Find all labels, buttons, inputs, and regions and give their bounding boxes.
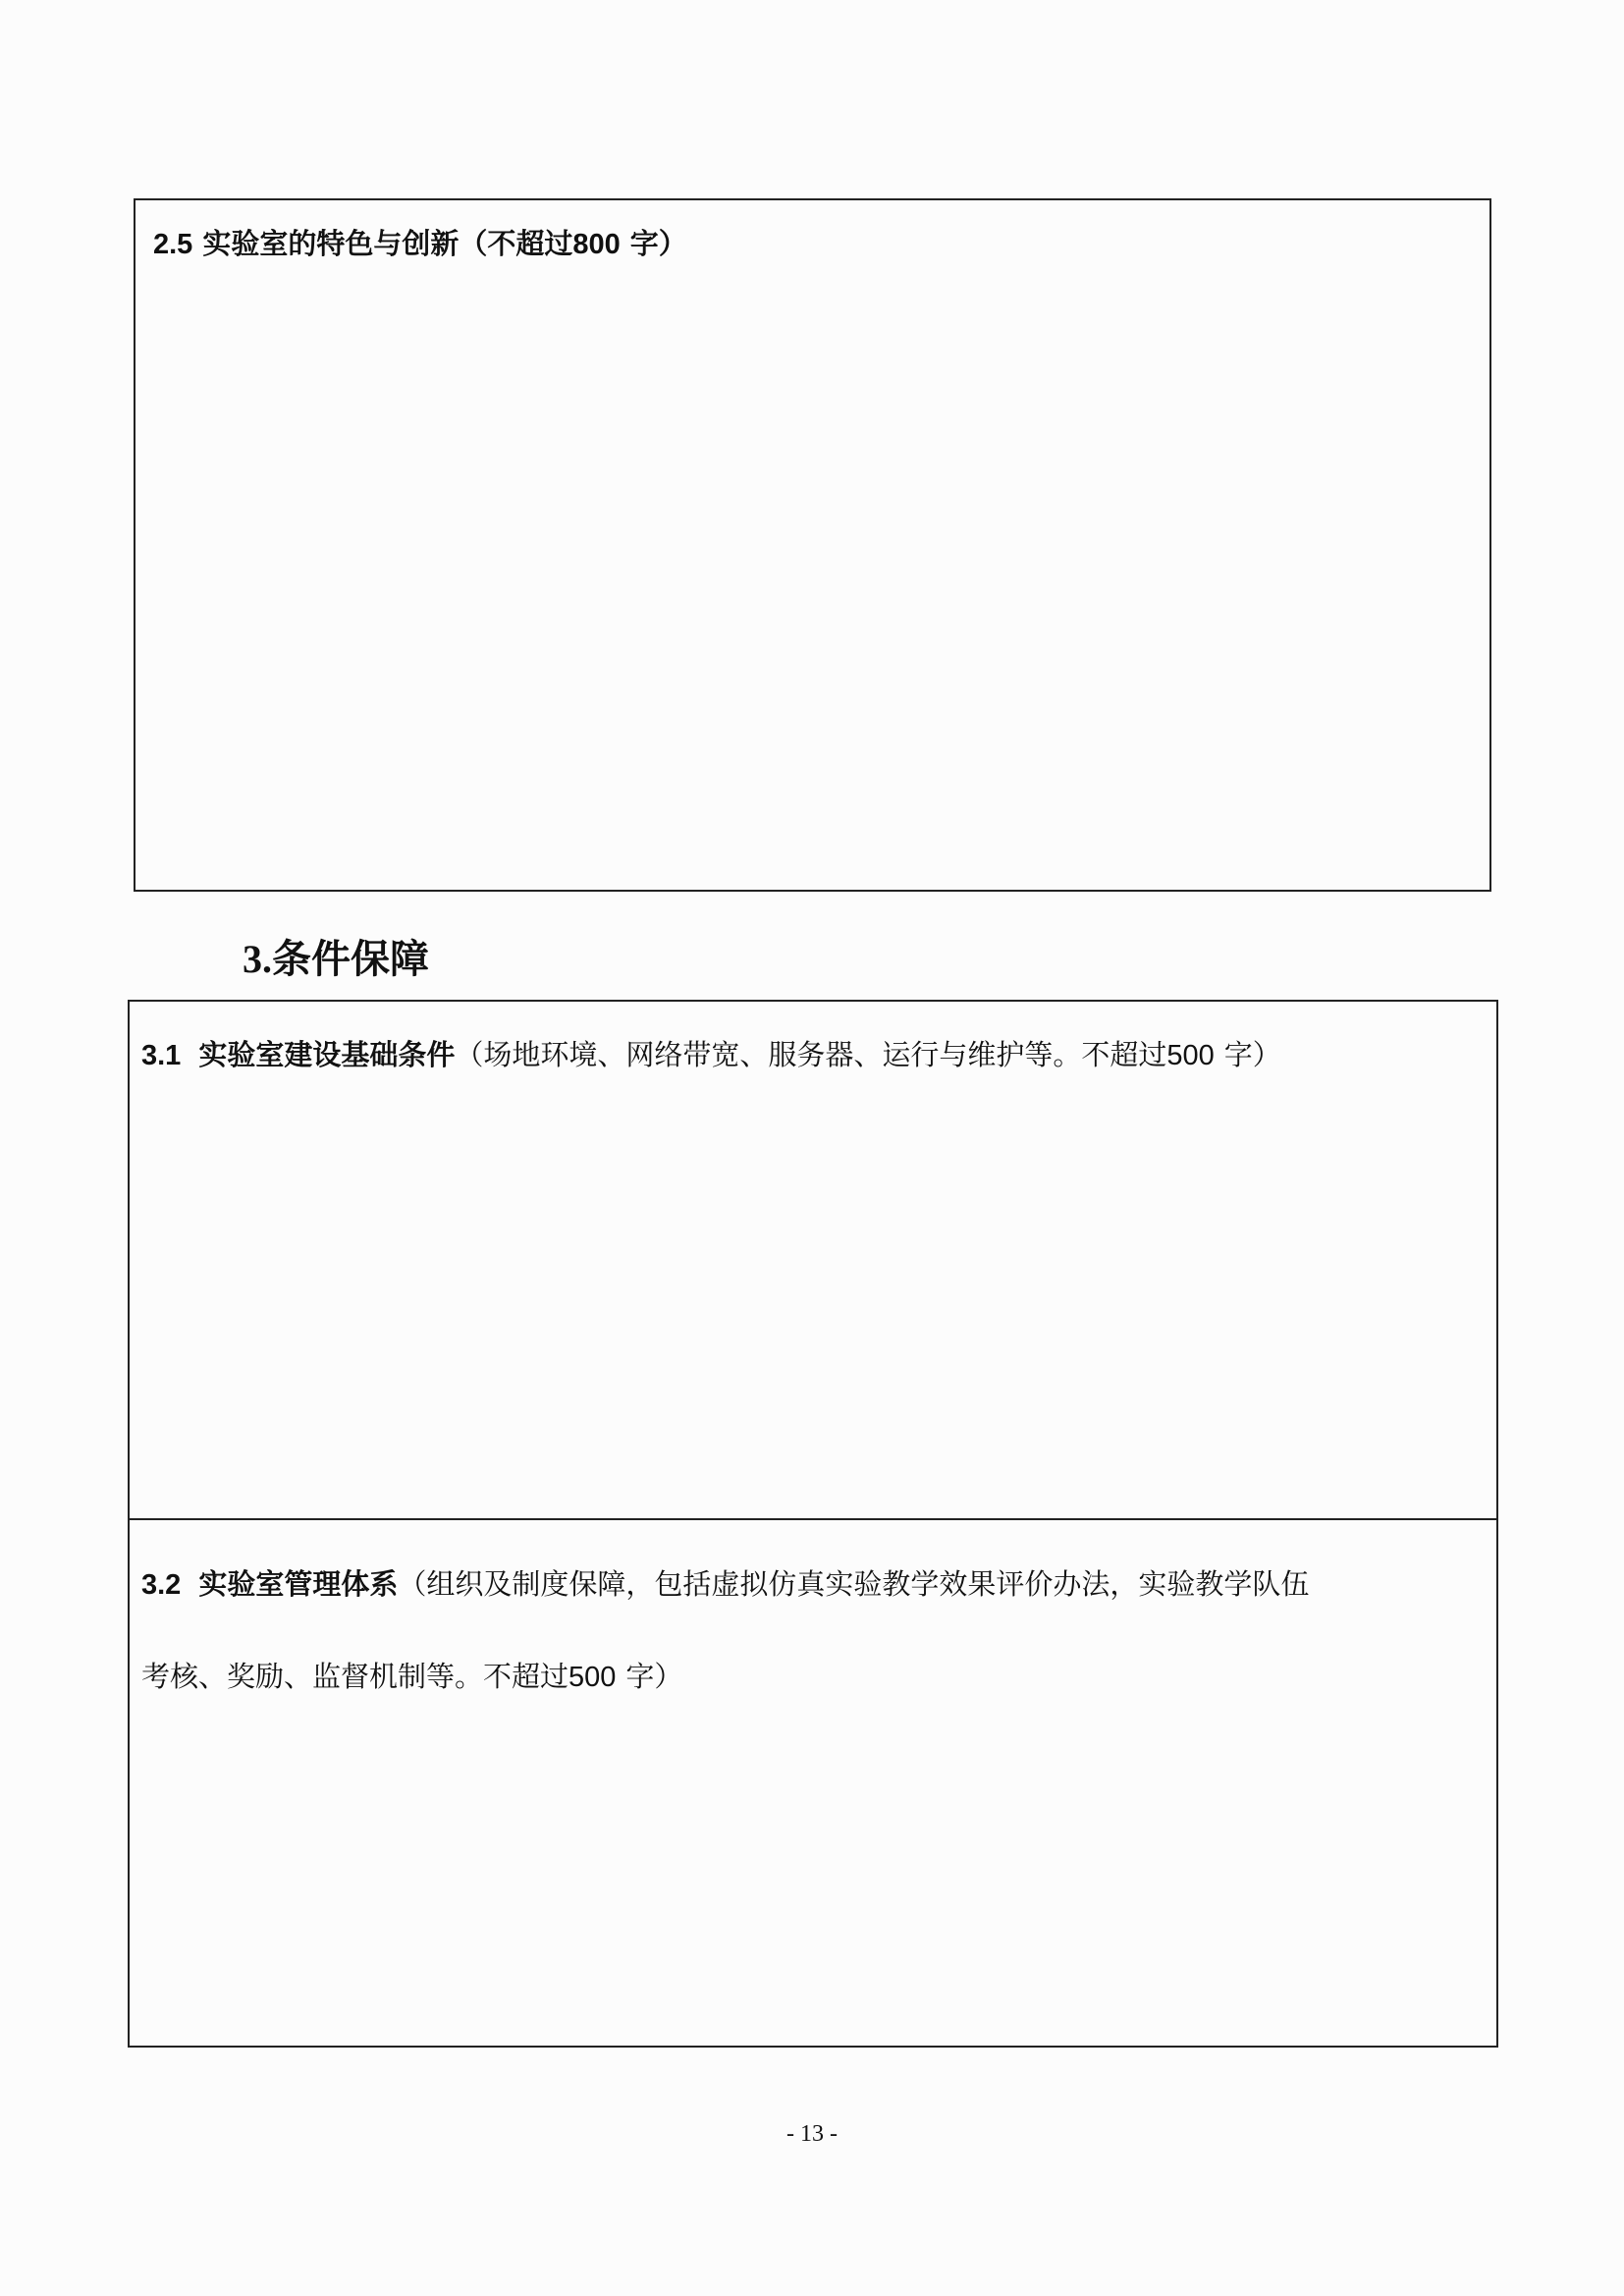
section-3-2-suffix: 字）	[625, 1660, 683, 1693]
section-3-1-suffix: 字）	[1223, 1038, 1281, 1071]
section-3-1-note: （场地环境、网络带宽、服务器、运行与维护等。不超过	[455, 1038, 1167, 1071]
section-2-5-heading	[153, 224, 687, 264]
section-3-1-number: 3.1	[141, 1040, 182, 1071]
section-2-5-title: 实验室的特色与创新（不超过	[202, 227, 573, 260]
section-3-table	[128, 1000, 1498, 2048]
section-3-2-heading-line2	[141, 1657, 682, 1697]
section-2-5-number: 2.5	[153, 229, 193, 260]
section-3-1-heading	[141, 1035, 1281, 1075]
section-3-1-limit: 500	[1166, 1040, 1215, 1071]
section-3-label: 条件保障	[272, 936, 429, 982]
section-3-2-row	[130, 1520, 1496, 2046]
section-3-1-title: 实验室建设基础条件	[198, 1038, 456, 1071]
section-3-2-heading	[141, 1564, 1309, 1605]
section-3-1-row	[130, 1002, 1496, 1520]
section-2-5-box	[134, 198, 1491, 892]
section-3-title	[243, 933, 429, 986]
section-3-2-note-line1: （组织及制度保障，包括虚拟仿真实验教学效果评价办法，实验教学队伍	[398, 1567, 1310, 1601]
section-3-2-number: 3.2	[141, 1569, 182, 1601]
section-3-2-note-line2: 考核、奖励、监督机制等。不超过	[141, 1660, 569, 1693]
page-number: - 13 -	[786, 2121, 838, 2147]
section-2-5-suffix: 字）	[629, 227, 687, 260]
section-2-5-limit: 800	[572, 229, 621, 260]
section-3-2-title: 实验室管理体系	[198, 1567, 399, 1601]
section-3-2-limit: 500	[568, 1662, 617, 1693]
section-3-number: 3.	[243, 937, 272, 981]
